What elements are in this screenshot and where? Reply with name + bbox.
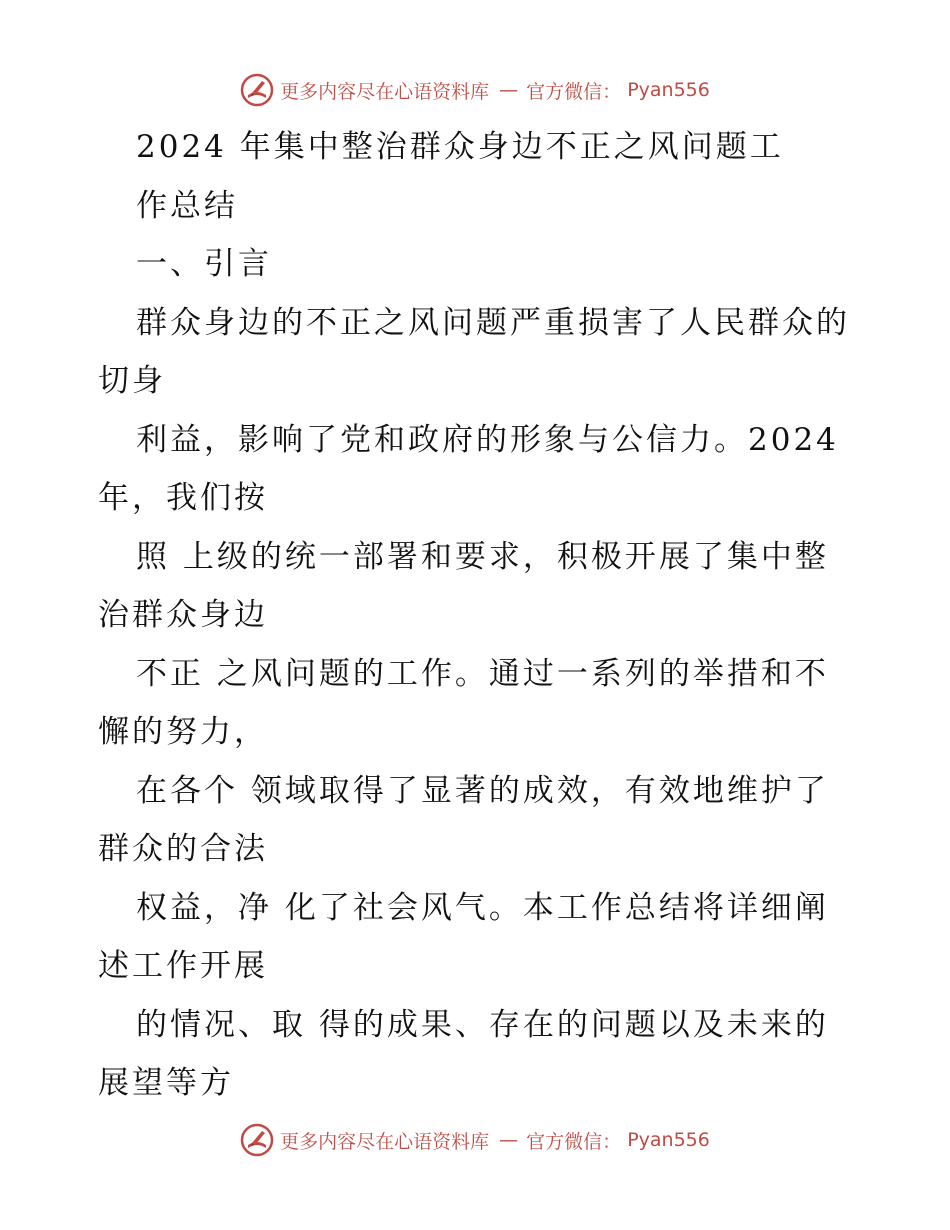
watermark-dash: — <box>499 1129 517 1151</box>
paragraph-line: 述工作开展 <box>98 948 268 984</box>
paragraph-line: 在各个 领域取得了显著的成效，有效地维护了 <box>136 772 829 809</box>
section-heading: 一、引言 <box>136 246 272 282</box>
header-watermark <box>0 70 950 110</box>
paragraph-line: 年，我们按 <box>98 480 268 516</box>
paragraph-line: 权益，净 化了社会风气。本工作总结将详细阐 <box>136 889 829 926</box>
paragraph-line: 展望等方 <box>98 1065 234 1101</box>
watermark-text: 更多内容尽在心语资料库 <box>280 1130 490 1153</box>
watermark-wechat-label: 官方微信： <box>526 80 622 103</box>
paragraph-line: 治群众身边 <box>98 597 268 633</box>
footer-watermark <box>0 1120 950 1160</box>
watermark-dash: — <box>499 79 517 101</box>
paragraph-line: 懈的努力， <box>98 714 268 750</box>
paragraph-line: 切身 <box>98 363 166 399</box>
watermark-wechat-id: Pyan556 <box>627 79 710 101</box>
watermark-wechat-id: Pyan556 <box>627 1129 710 1151</box>
watermark-text: 更多内容尽在心语资料库 <box>280 80 490 103</box>
paragraph-line: 群众的合法 <box>98 831 268 867</box>
doc-title-line-1: 2024 年集中整治群众身边不正之风问题工 <box>136 129 784 165</box>
paragraph-line: 群众身边的不正之风问题严重损害了人民群众的 <box>136 304 850 341</box>
doc-title-line-2: 作总结 <box>136 187 238 224</box>
paragraph-line: 照 上级的统一部署和要求，积极开展了集中整 <box>136 538 829 575</box>
book-pen-logo-icon <box>240 73 274 107</box>
paragraph-line: 不正 之风问题的工作。通过一系列的举措和不 <box>136 655 829 692</box>
watermark-wechat-label: 官方微信： <box>526 1130 622 1153</box>
paragraph-line: 利益，影响了党和政府的形象与公信力。2024 <box>136 421 839 458</box>
paragraph-line: 的情况、取 得的成果、存在的问题以及未来的 <box>136 1006 829 1043</box>
book-pen-logo-icon <box>240 1123 274 1157</box>
document-body <box>0 118 950 1113</box>
